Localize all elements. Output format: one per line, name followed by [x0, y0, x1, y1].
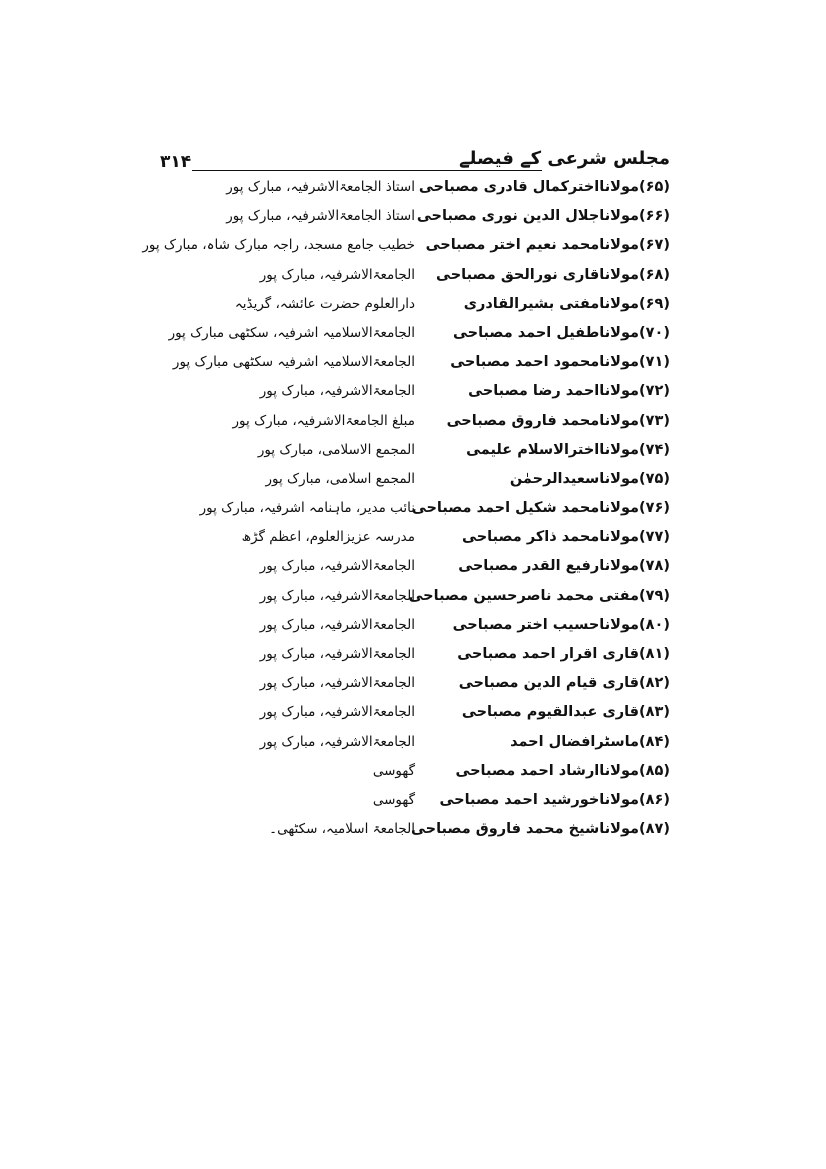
list-item [150, 815, 670, 844]
list-item [150, 407, 670, 436]
entry-name: (۷۵)مولاناسعیدالرحمٰن [509, 470, 670, 487]
entry-place: الجامعۃ اسلامیہ، سکٹھی۔ [269, 821, 415, 838]
entry-name: (۶۸)مولاناقاری نورالحق مصباحی [436, 266, 670, 283]
page-number: ۳۱۴ [160, 152, 192, 172]
list-item [150, 640, 670, 669]
entry-place: نائب مدیر، ماہنامہ اشرفیہ، مبارک پور [199, 500, 415, 517]
list-item [150, 523, 670, 552]
entry-name: (۷۴)مولانااخترالاسلام علیمی [466, 441, 670, 458]
list-item [150, 552, 670, 581]
entry-place: الجامعۃالاشرفیہ، مبارک پور [259, 383, 415, 400]
list-item [142, 231, 670, 260]
list-item [150, 348, 670, 377]
entry-name: (۷۱)مولانامحمود احمد مصباحی [450, 354, 670, 371]
list-item [150, 786, 670, 815]
entry-name: (۶۹)مولانامفتی بشیرالقادری [463, 295, 670, 312]
entry-name: (۷۶)مولانامحمد شکیل احمد مصباحی [411, 500, 670, 517]
entry-name: (۷۲)مولانااحمد رضا مصباحی [468, 383, 670, 400]
entry-name: (۷۸)مولانارفیع القدر مصباحی [458, 558, 670, 575]
list-item [150, 757, 670, 786]
entry-place: المجمع الاسلامی، مبارک پور [257, 441, 415, 458]
list-item [150, 173, 670, 202]
entry-name: (۸۲)قاری قیام الدین مصباحی [458, 675, 670, 692]
list-item [150, 728, 670, 757]
list-item [150, 290, 670, 319]
entry-place: الجامعۃالاشرفیہ، مبارک پور [259, 704, 415, 721]
entry-name: (۷۹)مفتی محمد ناصرحسین مصباحی [408, 587, 670, 604]
running-header [160, 148, 670, 176]
entry-place: استاذ الجامعۃالاشرفیہ، مبارک پور [226, 208, 415, 225]
list-item [150, 261, 670, 290]
list-item [150, 202, 670, 231]
entry-place: گھوسی [372, 762, 415, 779]
entry-place: المجمع اسلامی، مبارک پور [265, 470, 415, 487]
list-item [150, 611, 670, 640]
entry-place: الجامعۃالاشرفیہ، مبارک پور [259, 587, 415, 604]
entry-place: مبلغ الجامعۃالاشرفیہ، مبارک پور [232, 412, 415, 429]
entry-name: (۶۵)مولانااخترکمال قادری مصباحی [418, 179, 670, 195]
entry-place: مدرسہ عزیزالعلوم، اعظم گڑھ [241, 529, 415, 546]
entry-name: (۸۱)قاری اقرار احمد مصباحی [457, 646, 670, 662]
entry-place: الجامعۃالاشرفیہ، مبارک پور [259, 646, 415, 662]
entry-name: (۶۷)مولانامحمد نعیم اختر مصباحی [425, 237, 670, 254]
entry-place: خطیب جامع مسجد، راجہ مبارک شاہ، مبارک پور [142, 237, 415, 254]
entry-name: (۷۰)مولاناطفیل احمد مصباحی [452, 324, 670, 341]
entry-place: الجامعۃالاشرفیہ، مبارک پور [259, 675, 415, 692]
entry-place: دارالعلوم حضرت عائشہ، گریڈیہ [234, 295, 415, 312]
list-item [150, 698, 670, 727]
entry-place: استاذ الجامعۃالاشرفیہ، مبارک پور [226, 179, 415, 195]
list-item [150, 377, 670, 406]
entry-name: (۸۵)مولاناارشاد احمد مصباحی [455, 762, 670, 779]
list-item [150, 465, 670, 494]
entry-place: الجامعۃالاشرفیہ، مبارک پور [259, 558, 415, 575]
entry-name: (۸۰)مولاناحسیب اختر مصباحی [452, 616, 670, 633]
book-title: مجلس شرعی کے فیصلے [459, 148, 670, 169]
entry-name: (۸۳)قاری عبدالقیوم مصباحی [461, 704, 670, 721]
entry-place: الجامعۃالاشرفیہ، مبارک پور [259, 616, 415, 633]
header-rule [192, 170, 542, 171]
entry-place: الجامعۃالاسلامیہ اشرفیہ سکٹھی مبارک پور [172, 354, 415, 371]
list-item [150, 582, 670, 611]
entry-name: (۸۶)مولاناخورشید احمد مصباحی [439, 791, 670, 808]
list-item [150, 494, 670, 523]
entries-list [142, 173, 670, 844]
entry-place: الجامعۃالاسلامیہ اشرفیہ، سکٹھی مبارک پور [168, 324, 415, 341]
entry-name: (۸۴)ماسٹرافضال احمد [510, 733, 670, 750]
entry-name: (۷۳)مولانامحمد فاروق مصباحی [446, 412, 670, 429]
list-item [150, 669, 670, 698]
entry-name: (۸۷)مولاناشیخ محمد فاروق مصباحی [410, 821, 670, 838]
entry-name: (۷۷)مولانامحمد ذاکر مصباحی [462, 529, 670, 546]
list-item [150, 436, 670, 465]
entry-place: الجامعۃالاشرفیہ، مبارک پور [259, 733, 415, 750]
entry-place: الجامعۃالاشرفیہ، مبارک پور [259, 266, 415, 283]
entry-name: (۶۶)مولاناجلال الدین نوری مصباحی [416, 208, 670, 225]
list-item [150, 319, 670, 348]
entry-place: گھوسی [372, 791, 415, 808]
